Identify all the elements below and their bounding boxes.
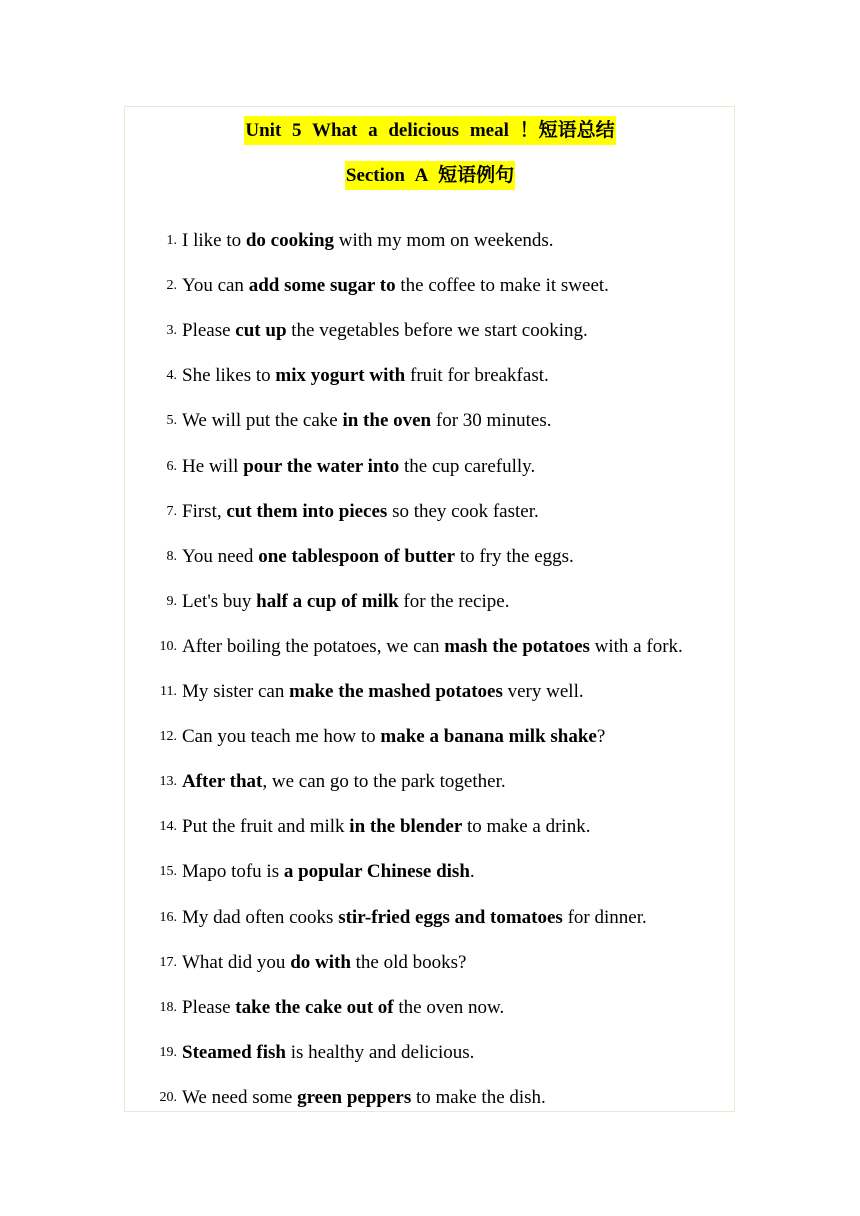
key-phrase: make a banana milk shake <box>380 726 597 748</box>
sentence-plain-start: Let's buy <box>182 590 257 612</box>
sentence-plain-end: the vegetables before we start cooking. <box>286 320 588 342</box>
sentence-plain-end: , we can go to the park together. <box>262 771 506 793</box>
sentence-plain-end: fruit for breakfast. <box>405 365 549 387</box>
sentence-plain-start: Mapo tofu is <box>182 861 284 883</box>
list-item <box>0 1040 860 1066</box>
key-phrase: do cooking <box>245 230 335 251</box>
key-phrase: green peppers <box>297 1086 412 1108</box>
list-item <box>0 318 860 344</box>
sentence-plain-start: After boiling the potatoes, we can <box>182 635 445 657</box>
sentence-text <box>182 408 551 434</box>
key-phrase: in the oven <box>342 410 432 432</box>
sentence-text <box>182 634 683 660</box>
list-item <box>0 724 860 750</box>
item-number: 7. <box>166 503 177 519</box>
item-number: 17. <box>159 954 177 970</box>
item-number: 18. <box>159 999 177 1015</box>
sentence-text <box>182 363 549 389</box>
item-number: 20. <box>159 1089 177 1105</box>
list-item <box>0 769 860 795</box>
sentence-text <box>182 318 588 344</box>
item-number: 5. <box>166 413 177 429</box>
sentence-plain-end: for the recipe. <box>398 590 510 612</box>
sentence-text <box>182 859 475 885</box>
key-phrase: in the blender <box>349 816 463 838</box>
sentence-plain-end: the old books? <box>350 951 467 973</box>
key-phrase: mix yogurt with <box>275 365 406 387</box>
sentence-text <box>182 905 647 931</box>
item-number: 6. <box>166 458 177 474</box>
key-phrase: stir-fried eggs and tomatoes <box>338 906 563 928</box>
sentence-text <box>182 589 509 615</box>
sentence-text <box>182 814 590 840</box>
sentence-text <box>182 1040 474 1066</box>
item-number: 14. <box>159 819 177 835</box>
sentence-text <box>182 499 539 525</box>
sentence-text <box>182 454 535 480</box>
item-number: 15. <box>159 864 177 880</box>
page-title-text: Unit 5 What a delicious meal ！短语总结 <box>244 116 615 145</box>
item-number: 2. <box>166 278 177 294</box>
sentence-plain-end: is healthy and delicious. <box>285 1041 475 1063</box>
list-item <box>0 905 860 931</box>
item-number: 19. <box>159 1044 177 1060</box>
list-item <box>0 228 860 254</box>
sentence-plain-end: the coffee to make it sweet. <box>395 275 609 297</box>
sentence-plain-end: the oven now. <box>393 996 505 1018</box>
list-item <box>0 408 860 434</box>
sentence-plain-end: very well. <box>502 681 584 702</box>
key-phrase: take the cake out of <box>235 996 394 1018</box>
sentence-plain-start: Please <box>182 320 236 342</box>
key-phrase: After that <box>182 771 263 793</box>
sentence-plain-start: You can <box>182 275 249 297</box>
key-phrase: add some sugar to <box>248 275 396 297</box>
item-number: 11. <box>160 684 177 699</box>
list-item <box>0 634 860 660</box>
sentence-plain-start: My dad often cooks <box>182 906 339 928</box>
list-item <box>0 363 860 389</box>
sentence-plain-end: the cup carefully. <box>399 455 536 477</box>
item-number: 12. <box>159 729 177 745</box>
key-phrase: a popular Chinese dish <box>283 861 470 883</box>
key-phrase: cut them into pieces <box>226 500 388 522</box>
section-heading-text: Section A 短语例句 <box>345 161 515 190</box>
sentence-plain-start: We will put the cake <box>182 410 343 432</box>
sentence-text <box>182 995 504 1021</box>
sentence-text <box>182 724 605 750</box>
item-number: 13. <box>159 774 177 790</box>
sentence-plain-end: . <box>469 861 475 883</box>
sentence-plain-end: so they cook faster. <box>387 500 539 522</box>
sentence-plain-start: I like to <box>182 230 246 251</box>
item-number: 1. <box>166 233 177 248</box>
key-phrase: do with <box>290 951 351 973</box>
key-phrase: mash the potatoes <box>444 635 590 657</box>
item-number: 16. <box>159 909 177 925</box>
key-phrase: one tablespoon of butter <box>258 545 456 567</box>
item-number: 9. <box>166 593 177 609</box>
sentence-plain-start: First, <box>182 500 227 522</box>
sentence-plain-end: with my mom on weekends. <box>334 230 554 251</box>
page-title <box>0 118 860 144</box>
sentence-plain-end: to fry the eggs. <box>455 545 574 567</box>
sentence-plain-start: We need some <box>182 1086 298 1108</box>
list-item <box>0 499 860 525</box>
list-item <box>0 950 860 976</box>
list-item <box>0 544 860 570</box>
sentence-plain-start: Please <box>182 996 236 1018</box>
key-phrase: half a cup of milk <box>256 590 399 612</box>
list-item <box>0 1085 860 1111</box>
list-item <box>0 454 860 480</box>
sentence-plain-start: Put the fruit and milk <box>182 816 350 838</box>
sentence-plain-end: for dinner. <box>562 906 647 928</box>
list-item <box>0 273 860 299</box>
list-item <box>0 995 860 1021</box>
sentence-plain-end: for 30 minutes. <box>431 410 552 432</box>
sentence-text <box>182 273 609 299</box>
sentence-text <box>182 679 584 705</box>
sentence-plain-start: What did you <box>182 951 291 973</box>
key-phrase: cut up <box>235 320 287 342</box>
item-number: 3. <box>166 323 177 339</box>
sentence-text <box>182 228 554 254</box>
item-number: 8. <box>166 548 177 564</box>
sentence-plain-end: to make the dish. <box>411 1086 546 1108</box>
section-heading <box>0 163 860 189</box>
list-item <box>0 859 860 885</box>
sentence-plain-end: ? <box>596 726 606 748</box>
sentence-text <box>182 769 506 795</box>
sentence-plain-start: Can you teach me how to <box>182 726 381 748</box>
sentence-text <box>182 544 574 570</box>
sentence-text <box>182 1085 546 1111</box>
key-phrase: pour the water into <box>243 455 400 477</box>
sentence-plain-end: to make a drink. <box>462 816 591 838</box>
sentence-text <box>182 950 466 976</box>
sentence-plain-end: with a fork. <box>589 635 683 657</box>
list-item <box>0 814 860 840</box>
sentence-plain-start: He will <box>182 455 244 477</box>
item-number: 10. <box>159 638 177 654</box>
list-item <box>0 589 860 615</box>
key-phrase: make the mashed potatoes <box>289 681 503 702</box>
list-item <box>0 679 860 705</box>
sentence-plain-start: My sister can <box>182 681 290 702</box>
key-phrase: Steamed fish <box>182 1041 286 1063</box>
item-number: 4. <box>166 368 177 384</box>
sentence-plain-start: She likes to <box>182 365 276 387</box>
sentence-plain-start: You need <box>182 545 259 567</box>
